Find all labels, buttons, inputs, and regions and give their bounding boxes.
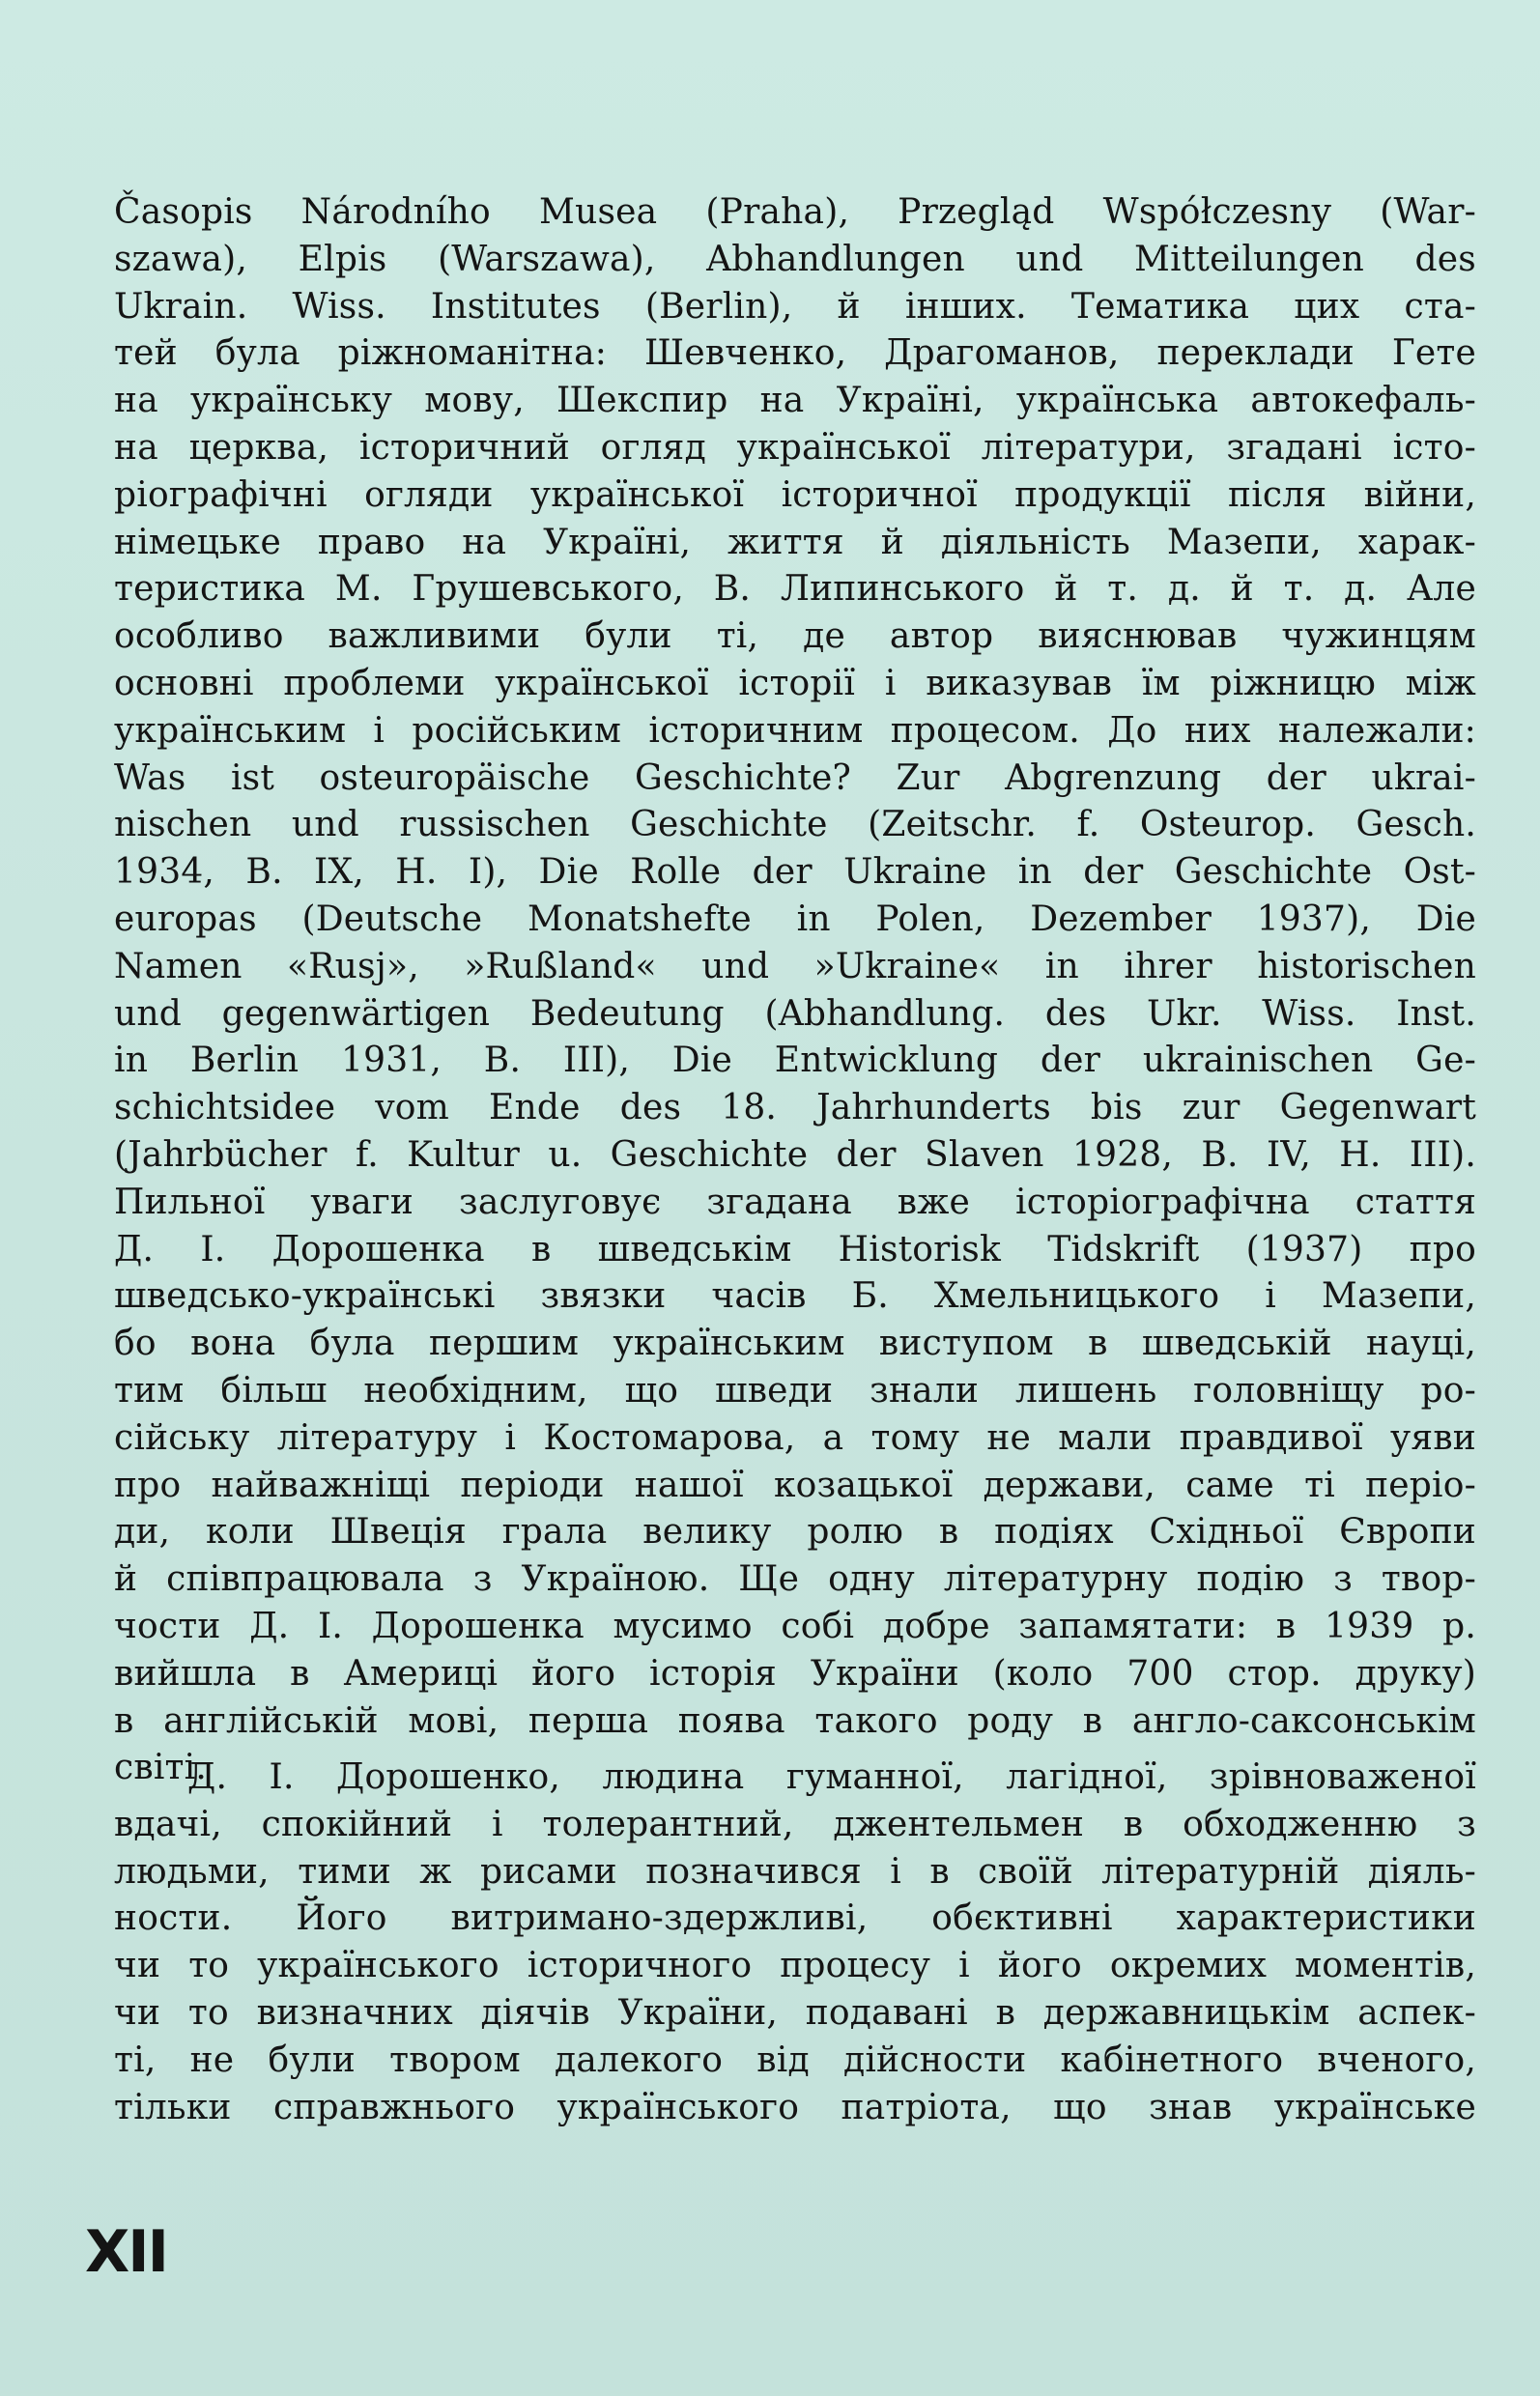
text-line: Пильної уваги заслуговує згадана вже історіографічна стаття bbox=[114, 1182, 1476, 1222]
text-line: шведсько-українські звязки часів Б. Хмельницького і Мазепи, bbox=[114, 1276, 1476, 1317]
text-line: ности. Його витримано-здержливі, обєктивні характеристики bbox=[114, 1898, 1476, 1939]
text-line: теристика М. Грушевського, В. Липинського й т. д. й т. д. Але bbox=[114, 569, 1476, 610]
text-line: 1934, B. IX, H. I), Die Rolle der Ukraine in der Geschichte Ost- bbox=[114, 852, 1476, 893]
text-line: Namen «Rusj», »Rußland« und »Ukraine« in ihrer historischen bbox=[114, 946, 1476, 986]
text-line: in Berlin 1931, B. III), Die Entwicklung der ukrainischen Ge- bbox=[114, 1041, 1476, 1081]
text-line: на українську мову, Шекспир на Україні, українська автокефаль- bbox=[114, 381, 1476, 421]
text-line: nischen und russischen Geschichte (Zeitschr. f. Osteurop. Gesch. bbox=[114, 805, 1476, 845]
text-line: й співпрацювала з Україною. Ще одну літературну подію з твор- bbox=[114, 1559, 1476, 1600]
text-line: основні проблеми української історії і виказував їм ріжницю між bbox=[114, 663, 1476, 703]
text-line: про найважніщі періоди нашої козацької держави, саме ті періо- bbox=[114, 1465, 1476, 1505]
text-line: тим більш необхідним, що шведи знали лишень головніщу ро- bbox=[114, 1370, 1476, 1411]
text-line: на церква, історичний огляд української літератури, згадані істо- bbox=[114, 427, 1476, 468]
text-line: szawa), Elpis (Warszawa), Abhandlungen und Mitteilungen des bbox=[114, 239, 1476, 279]
text-line: europas (Deutsche Monatshefte in Polen, Dezember 1937), Die bbox=[114, 898, 1476, 939]
text-line: (Jahrbücher f. Kultur u. Geschichte der Slaven 1928, B. IV, H. III). bbox=[114, 1134, 1476, 1175]
page-number: XII bbox=[85, 2218, 167, 2286]
text-line: світі. bbox=[114, 1748, 208, 1788]
text-line: німецьке право на Україні, життя й діяльність Мазепи, харак- bbox=[114, 522, 1476, 562]
text-line: в англійській мові, перша поява такого роду в англо-саксонськім bbox=[114, 1700, 1476, 1741]
text-line: українським і російським історичним процесом. До них належали: bbox=[114, 710, 1476, 751]
text-line: Časopis Národního Musea (Praha), Przegląd Współczesny (War- bbox=[114, 192, 1476, 232]
text-line: чи то визначних діячів України, подавані в державницькім аспек- bbox=[114, 1992, 1476, 2033]
text-line: und gegenwärtigen Bedeutung (Abhandlung. des Ukr. Wiss. Inst. bbox=[114, 993, 1476, 1034]
text-line: людьми, тими ж рисами позначився і в своїй літературній діяль- bbox=[114, 1851, 1476, 1892]
text-line: тільки справжнього українського патріота, що знав українське bbox=[114, 2087, 1476, 2127]
text-line: Ukrain. Wiss. Institutes (Berlin), й інших. Тематика цих ста- bbox=[114, 286, 1476, 327]
text-line: вийшла в Америці його історія України (коло 700 стор. друку) bbox=[114, 1653, 1476, 1694]
text-line: чи то українського історичного процесу і його окремих моментів, bbox=[114, 1946, 1476, 1986]
text-line: ріографічні огляди української історичної продукції після війни, bbox=[114, 474, 1476, 515]
paragraph-2 bbox=[114, 1754, 1476, 2131]
text-line: Д. І. Дорошенка в шведськім Historisk Tidskrift (1937) про bbox=[114, 1229, 1476, 1269]
paragraph-1 bbox=[114, 189, 1476, 1792]
text-line: тей була ріжноманітна: Шевченко, Драгоманов, переклади Гете bbox=[114, 333, 1476, 374]
text-line: сійську літературу і Костомарова, а тому не мали правдивої уяви bbox=[114, 1417, 1476, 1458]
text-line: ті, не були твором далекого від дійсности кабінетного вченого, bbox=[114, 2039, 1476, 2080]
text-line: бо вона була першим українським виступом в шведській науці, bbox=[114, 1324, 1476, 1364]
text-line: Was ist osteuropäische Geschichte? Zur Abgrenzung der ukrai- bbox=[114, 757, 1476, 798]
text-line: вдачі, спокійний і толерантний, джентельмен в обходженню з bbox=[114, 1804, 1476, 1844]
text-line: schichtsidee vom Ende des 18. Jahrhunderts bis zur Gegenwart bbox=[114, 1088, 1476, 1128]
text-line: ди, коли Швеція грала велику ролю в подіях Східньої Європи bbox=[114, 1512, 1476, 1553]
text-line: Д. І. Дорошенко, людина гуманної, лагідної, зрівноваженої bbox=[187, 1757, 1476, 1797]
text-line: особливо важливими були ті, де автор вияснював чужинцям bbox=[114, 616, 1476, 657]
text-line: чости Д. І. Дорошенка мусимо собі добре запамятати: в 1939 р. bbox=[114, 1606, 1476, 1646]
